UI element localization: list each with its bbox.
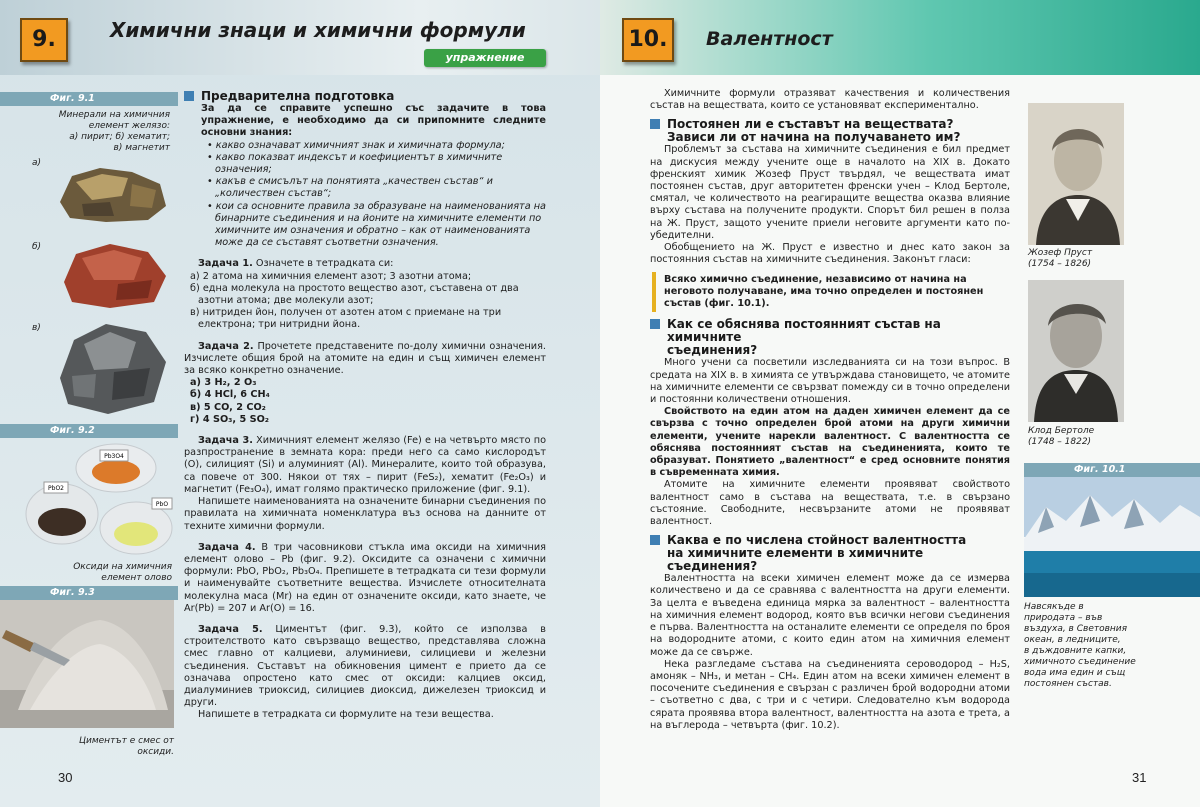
task-4: Задача 4. В три часовникови стъкла има оксиди на химичния елемент олово – Pb (фиг. 9.2). Оксидите са означени с химични формули: PbO, PbO₂, Pb₃O₄. Препишете в тетрадката си тези формули и наименувайте съответните вещества. Изчислете относителната молекулна маса (Mr) на един от означените оксиди, като знаете, че Ar(Pb) = 207 и Ar(O) = 16.	[184, 541, 546, 614]
list-item: • какъв е смисълът на понятията „качествен състав“ и „количествен състав“;	[207, 176, 493, 200]
preparation-intro: За да се справите успешно със задачите в това упражнение, е необходимо да си припомните следните основни знания:	[201, 103, 546, 139]
cement-image	[0, 600, 174, 728]
task-2-item: б) 4 HCl, 6 CH₄	[190, 389, 270, 401]
jar-label-pb3o4: Pb3O4	[104, 453, 124, 460]
jar-label-pbo2: PbO2	[48, 485, 64, 492]
task-5: Задача 5. Циментът (фиг. 9.3), който се използва в строителството като свързващо вещество, представлява сложна смес главно от калциеви, алуминиеви, силициеви и железни съединения. Съставът на обикновения цимент е прието да се означава опростено като смес от оксиди: калциев оксид, диалуминиев триоксид, силициев диоксид, дижелезен триоксид и други.	[184, 623, 546, 709]
section-heading-constant-composition: Постоянен ли е съставът на веществата? Зависи ли от начина на получаването им?	[650, 118, 1010, 144]
task-1-item: в) нитриден йон, получен от азотен атом с приемане на три електрона; три нитридни йона.	[190, 307, 502, 331]
lesson-number-badge: 10.	[622, 18, 674, 62]
task-2: Задача 2. Прочетете представените по-долу химични означения. Изчислете общия брой на атомите на един и същ химичен елемент за всяко конкретно означение.	[184, 340, 546, 377]
task-2-item: в) 5 CO, 2 CO₂	[190, 401, 266, 413]
magnetite-image	[50, 318, 172, 418]
valence-definition: Свойството на един атом на даден химичен елемент да се свързва с точно определен брой атоми на други химични елементи, учените нарекли валентност. С валентността се обяснява постоянният състав на съединенията, които те образуват. Понятието „валентност“ е сред основните понятия в съвременната химия.	[650, 406, 1010, 479]
fig-9-3-label: Фиг. 9.3	[0, 586, 178, 600]
paragraph: Обобщението на Ж. Пруст е известно и днес като закон за постоянния състав на химичните съединения. Законът гласи:	[650, 242, 1010, 266]
fig-10-1-caption: Навсякъде в природата – във въздуха, в Световния океан, в ледниците, в дъждовните капки, химичното съединение вода има един и същ постоянен състав.	[1024, 602, 1136, 689]
fig-9-2-caption: Оксиди на химичния елемент олово	[73, 562, 172, 583]
preparation-bullets	[184, 140, 546, 250]
fig-9-2-label: Фиг. 9.2	[0, 424, 178, 438]
jar-label-pbo: PbO	[155, 501, 169, 508]
left-header	[0, 0, 600, 75]
task-1: Задача 1. Означете в тетрадката си:	[198, 258, 394, 270]
right-header	[600, 0, 1200, 75]
list-item: • кои са основните правила за образуване на наименованията на бинарните съединения и на йоните на химичните елементи по химичните им означения и обратно – как от наименованията може да се съставят съответни означения.	[207, 200, 546, 249]
pyrite-image	[52, 162, 172, 224]
task-3-instruction: Напишете наименованията на означените бинарни съединения по правилата на химичната номенклатура въз основа на данните от техните химични формули.	[184, 496, 546, 532]
section-heading-preparation: Предварителна подготовка	[184, 90, 546, 103]
portrait-proust-caption: Жозеф Пруст (1754 – 1826)	[1028, 248, 1093, 269]
fig-label-b: б)	[32, 242, 42, 252]
lesson-title: Валентност	[706, 28, 833, 50]
task-2-item: г) 4 SO₃, 5 SO₂	[190, 413, 270, 425]
hematite-image	[58, 240, 170, 310]
task-5-instruction: Напишете в тетрадката си формулите на тези вещества.	[198, 709, 494, 721]
fig-10-1-label: Фиг. 10.1	[1024, 463, 1200, 477]
paragraph: Атомите на химичните елементи проявяват свойството валентност само в състава на веществата, т.е. в свързано състояние. Свободните, несвързаните атоми не проявяват валентност.	[650, 479, 1010, 528]
paragraph: Проблемът за състава на химичните съединения е бил предмет на дискусия между учените още в началото на XIX в. Докато френският химик Жозеф Пруст твърдял, че веществата имат постоянен състав, друг авторитетен френски учен – Клод Бертоле, смятал, че количеството на реагиращите вещества оказва влияние върху състава на получените продукти. Спорът бил решен в полза на Ж. Пруст, защото учените приели неговите аргументи като по-убедителни.	[650, 144, 1010, 241]
left-main-column	[184, 90, 546, 722]
paragraph: Валентността на всеки химичен елемент може да се измерва количествено и да се сравнява с валентността на други елементи. За целта е въведена единица мярка за валентност – валентността на химичния елемент водород, която във всички негови съединения е първа. Валентността на останалите елементи се определя по броя на водородните атоми, с които един атом на химичния елемент може да се свърже.	[650, 573, 1010, 658]
task-2-item: а) 3 H₂, 2 O₃	[190, 377, 257, 389]
section-heading-explanation: Как се обяснява постоянният състав на химичните съединения?	[650, 318, 1010, 357]
fig-9-3-caption: Циментът е смес от оксиди.	[79, 736, 174, 757]
page-number-left: 30	[58, 770, 73, 785]
section-heading-numeric-value: Каква е по численa стойност валентността на химичните елементи в химичните съединения?	[650, 534, 1010, 573]
page-number-right: 31	[1132, 770, 1147, 785]
right-main-column	[650, 88, 1010, 732]
lead-oxides-image	[24, 438, 174, 556]
fig-9-1-caption: Минерали на химичния елемент желязо: а) пирит; б) хематит; в) магнетит	[58, 110, 170, 153]
right-page	[600, 0, 1200, 807]
intro-paragraph: Химичните формули отразяват качествения и количествения състав на веществата, които се установяват експериментално.	[650, 88, 1010, 112]
task-3: Задача 3. Химичният елемент желязо (Fe) е на четвърто място по разпространение в земната кора: преди него са само кислородът (O), силицият (Si) и алуминият (Al). Минералите, които той образува, са повече от 300. Някои от тях – пирит (FeS₂), хематит (Fe₂O₃) и магнетит (Fe₃O₄), имат голямо практическо приложение (фиг. 9.1).	[184, 435, 546, 495]
paragraph: Много учени са посветили изследванията си на този въпрос. В средата на XIX в. в химията се утвърждава становището, че атомите на химичните елементи се свързват помежду си в точно определени и постоянни количествени отношения.	[650, 357, 1010, 406]
portrait-berthollet-caption: Клод Бертоле (1748 – 1822)	[1028, 426, 1095, 447]
fig-label-c: в)	[32, 323, 41, 333]
lesson-number-badge: 9.	[20, 18, 68, 62]
law-definition-box: Всяко химично съединение, независимо от начина на неговото получаване, има точно определен и постоянен състав (фиг. 10.1).	[652, 272, 1010, 312]
glacier-landscape-image	[1024, 477, 1200, 597]
list-item: • какво означават химичният знак и химичната формула;	[207, 139, 505, 151]
list-item: • какво показват индексът и коефициентът в химичните означения;	[207, 151, 503, 176]
portrait-berthollet-image	[1028, 280, 1124, 422]
portrait-proust-image	[1028, 103, 1124, 245]
paragraph: Нека разгледаме състава на съединенията сероводород – H₂S, амоняк – NH₃, и метан – CH₄. Един атом на всеки химичен елемент в посочените съединения е свързан с различен брой водородни атоми – съответно с два, с три и с четири. Следователно към водорода сярата проявява втора валентност, валентността на азота е трета, а на въглерода – четвърта (фиг. 10.2).	[650, 658, 1010, 731]
fig-label-a: а)	[32, 158, 42, 168]
fig-9-1-label: Фиг. 9.1	[0, 92, 178, 106]
lesson-title: Химични знаци и химични формули	[110, 18, 526, 42]
exercise-label: упражнение	[424, 49, 546, 67]
task-1-item: а) 2 атома на химичния елемент азот; 3 азотни атома;	[190, 270, 472, 282]
task-1-item: б) една молекула на простото вещество азот, съставена от два азотни атома; две молекули азот;	[190, 282, 519, 307]
